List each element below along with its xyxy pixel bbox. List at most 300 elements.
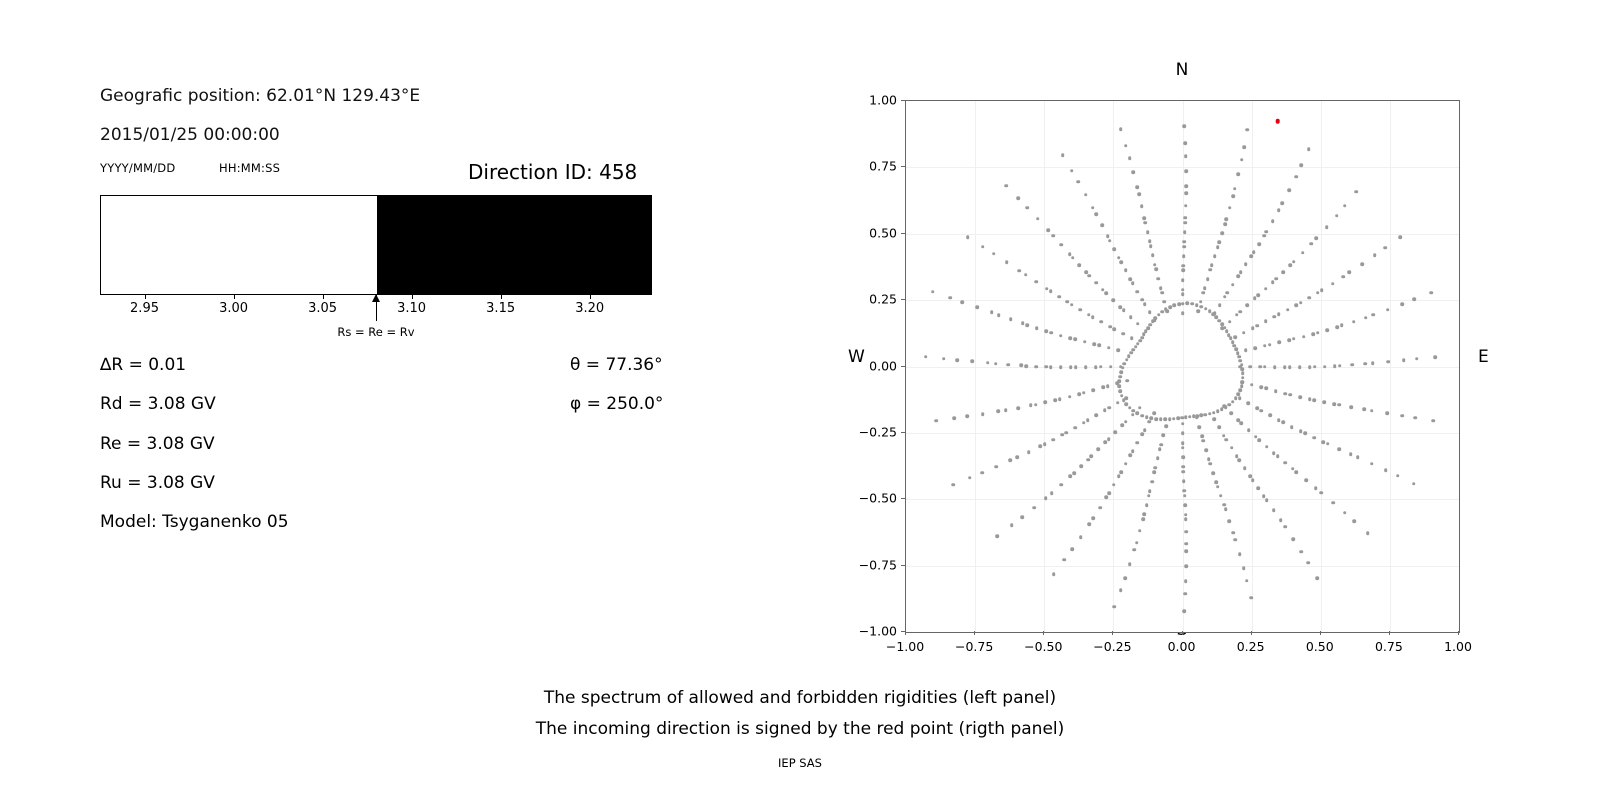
direction-point xyxy=(1184,204,1188,208)
direction-point xyxy=(1386,308,1390,312)
direction-point xyxy=(1019,364,1023,368)
rigidity-spectrum-bar xyxy=(100,195,652,295)
direction-point xyxy=(1181,456,1185,460)
direction-point xyxy=(1068,252,1072,256)
direction-point xyxy=(1086,458,1090,462)
direction-point xyxy=(1143,216,1147,220)
y-tick-label: −1.00 xyxy=(858,623,897,639)
direction-point xyxy=(1107,346,1111,350)
direction-point xyxy=(1400,414,1404,418)
direction-point xyxy=(1196,309,1200,313)
direction-point xyxy=(1251,326,1255,330)
direction-point xyxy=(1268,414,1272,418)
direction-point xyxy=(1183,592,1187,596)
direction-point xyxy=(1225,438,1229,442)
direction-point xyxy=(1282,270,1286,274)
direction-point xyxy=(1213,311,1217,315)
direction-point xyxy=(1092,516,1096,520)
direction-point xyxy=(1400,302,1404,306)
direction-point xyxy=(1032,506,1036,510)
direction-point xyxy=(1216,485,1220,489)
direction-point xyxy=(1130,337,1134,341)
direction-point xyxy=(1009,318,1013,322)
direction-point xyxy=(1140,336,1144,340)
direction-point xyxy=(1202,291,1206,295)
direction-point xyxy=(1385,411,1389,415)
direction-point xyxy=(1092,342,1096,346)
direction-point xyxy=(1281,421,1285,425)
direction-point xyxy=(1244,263,1248,267)
direction-point xyxy=(1260,409,1264,413)
direction-point xyxy=(1070,548,1074,552)
direction-point xyxy=(1101,386,1105,390)
direction-point xyxy=(1398,235,1402,239)
direction-point xyxy=(1320,288,1324,292)
direction-point xyxy=(1172,417,1176,421)
direction-point xyxy=(1228,320,1232,324)
direction-point xyxy=(1321,440,1325,444)
x-tick-label: 0.25 xyxy=(1236,639,1265,654)
direction-point xyxy=(1277,313,1281,317)
direction-point xyxy=(1049,365,1053,369)
direction-point xyxy=(1173,303,1177,307)
direction-point xyxy=(1137,192,1141,196)
direction-point xyxy=(1181,292,1185,296)
x-tick-mark xyxy=(1112,631,1113,635)
direction-point xyxy=(1245,579,1249,583)
direction-point xyxy=(1190,302,1194,306)
direction-point xyxy=(1209,462,1213,466)
x-tick-label: 1.00 xyxy=(1444,639,1472,654)
cutoff-arrow-marker xyxy=(376,295,377,321)
direction-point xyxy=(995,534,999,538)
direction-point xyxy=(1225,218,1229,222)
direction-point xyxy=(1144,330,1148,334)
direction-point xyxy=(1263,365,1267,369)
direction-point xyxy=(1100,320,1104,324)
direction-point xyxy=(1322,400,1326,404)
direction-point xyxy=(1278,341,1282,345)
direction-point xyxy=(1412,482,1416,486)
direction-point xyxy=(1007,363,1011,367)
direction-point xyxy=(1124,402,1128,406)
direction-point xyxy=(1300,163,1304,167)
direction-point xyxy=(1238,365,1242,369)
direction-point xyxy=(1051,234,1055,238)
direction-point xyxy=(1106,384,1110,388)
direction-point xyxy=(1106,235,1110,239)
direction-point xyxy=(1433,355,1437,359)
direction-point xyxy=(994,362,998,366)
y-tick-mark xyxy=(901,299,905,300)
direction-point xyxy=(1145,503,1149,507)
direction-point xyxy=(1265,445,1269,449)
direction-point xyxy=(1104,291,1108,295)
direction-point xyxy=(1231,531,1235,535)
direction-point xyxy=(1160,291,1164,295)
direction-point xyxy=(1181,278,1185,282)
direction-point xyxy=(1117,475,1121,479)
direction-point xyxy=(1240,384,1244,388)
direction-point xyxy=(1119,127,1123,131)
direction-point xyxy=(1231,194,1235,198)
direction-point xyxy=(1242,567,1246,571)
x-tick-label: −0.25 xyxy=(1093,639,1132,654)
grid-line-horizontal xyxy=(906,234,1459,235)
direction-point xyxy=(971,360,975,364)
direction-point xyxy=(1072,471,1076,475)
direction-point xyxy=(1135,185,1139,189)
direction-point xyxy=(1243,466,1247,470)
direction-point xyxy=(975,306,979,310)
direction-point xyxy=(1124,144,1128,148)
direction-point xyxy=(1084,365,1088,369)
direction-point xyxy=(1283,525,1287,529)
direction-point xyxy=(1138,529,1142,533)
caption-line-2: The incoming direction is signed by the red point (rigth panel) xyxy=(535,719,1065,739)
direction-point xyxy=(1111,298,1115,302)
direction-point xyxy=(1280,202,1284,206)
direction-point xyxy=(1125,358,1129,362)
direction-point xyxy=(1119,365,1123,369)
direction-point xyxy=(1258,365,1262,369)
direction-point xyxy=(1246,128,1250,132)
direction-point xyxy=(1149,244,1153,248)
direction-point xyxy=(1264,287,1268,291)
y-tick-label: −0.25 xyxy=(858,424,897,440)
direction-point xyxy=(1097,344,1101,348)
param-model: Model: Tsyganenko 05 xyxy=(100,512,289,532)
direction-point xyxy=(1301,251,1305,255)
direction-point xyxy=(1184,192,1188,196)
direction-point xyxy=(1164,424,1168,428)
grid-line-horizontal xyxy=(906,499,1459,500)
direction-point xyxy=(1228,519,1232,523)
direction-point xyxy=(1153,412,1157,416)
direction-point xyxy=(980,471,984,475)
direction-point xyxy=(1156,277,1160,281)
direction-point xyxy=(1044,401,1048,405)
direction-point xyxy=(1026,206,1030,210)
direction-point xyxy=(1136,441,1140,445)
direction-point xyxy=(1402,358,1406,362)
direction-point xyxy=(1068,395,1072,399)
direction-point xyxy=(1432,419,1436,423)
direction-point xyxy=(924,355,928,359)
direction-point xyxy=(1124,420,1128,424)
x-tick-label: −0.75 xyxy=(954,639,994,654)
direction-point xyxy=(1141,298,1145,302)
direction-point xyxy=(1216,245,1220,249)
direction-point xyxy=(1159,417,1163,421)
direction-point xyxy=(1188,415,1192,419)
direction-point xyxy=(1182,479,1186,483)
direction-point xyxy=(1362,408,1366,412)
direction-point xyxy=(1371,313,1375,317)
direction-point xyxy=(1335,325,1339,329)
direction-point xyxy=(1255,324,1259,328)
direction-point xyxy=(1144,221,1148,225)
direction-point xyxy=(1124,269,1128,273)
direction-point xyxy=(1181,302,1185,306)
direction-point xyxy=(1214,480,1218,484)
direction-point xyxy=(1136,412,1140,416)
direction-point xyxy=(1181,446,1185,450)
direction-point xyxy=(1113,605,1117,609)
direction-point xyxy=(1121,332,1125,336)
spectrum-tick-label: 3.15 xyxy=(486,301,516,316)
direction-point xyxy=(1058,397,1062,401)
x-tick-mark xyxy=(1043,631,1044,635)
direction-point xyxy=(1223,295,1227,299)
direction-point xyxy=(1046,228,1050,232)
direction-point xyxy=(1053,398,1057,402)
direction-point xyxy=(1108,325,1112,329)
direction-point xyxy=(1271,219,1275,223)
direction-point xyxy=(996,410,1000,414)
direction-point xyxy=(1274,389,1278,393)
direction-point xyxy=(1253,297,1257,301)
direction-point xyxy=(1414,416,1418,420)
direction-point xyxy=(1154,268,1158,272)
direction-point xyxy=(1143,513,1147,517)
direction-point xyxy=(1116,401,1120,405)
direction-point xyxy=(1049,331,1053,335)
direction-point xyxy=(1183,230,1187,234)
direction-point xyxy=(1396,474,1400,478)
direction-point xyxy=(1183,494,1187,498)
direction-point xyxy=(1129,454,1133,458)
direction-point xyxy=(1364,316,1368,320)
direction-point xyxy=(1120,394,1124,398)
direction-point xyxy=(1021,322,1025,326)
y-tick-mark xyxy=(901,233,905,234)
direction-scatter-plot xyxy=(905,100,1460,633)
direction-point xyxy=(1097,448,1101,452)
direction-point xyxy=(1182,254,1186,258)
direction-point xyxy=(1238,397,1242,401)
direction-point xyxy=(1034,280,1038,284)
y-tick-label: 0.75 xyxy=(869,158,897,174)
direction-point xyxy=(1057,295,1061,299)
direction-point xyxy=(1090,454,1094,458)
grid-line-horizontal xyxy=(906,367,1459,368)
direction-point xyxy=(1275,277,1279,281)
y-tick-mark xyxy=(901,631,905,632)
direction-point xyxy=(1147,494,1151,498)
direction-point xyxy=(1200,434,1204,438)
direction-point xyxy=(1182,470,1186,474)
direction-point xyxy=(1306,561,1310,565)
direction-point xyxy=(1241,376,1245,380)
direction-point xyxy=(1273,365,1277,369)
direction-point xyxy=(1303,432,1307,436)
direction-point xyxy=(1218,303,1222,307)
direction-point xyxy=(1222,405,1226,409)
direction-point xyxy=(1140,414,1144,418)
direction-point xyxy=(1119,370,1123,374)
direction-point xyxy=(1260,385,1264,389)
direction-point xyxy=(1180,416,1184,420)
grid-line-horizontal xyxy=(906,566,1459,567)
direction-point xyxy=(1027,450,1031,454)
param-ru: Ru = 3.08 GV xyxy=(100,473,215,493)
direction-point xyxy=(1084,193,1088,197)
direction-point xyxy=(1146,326,1150,330)
direction-point xyxy=(1153,466,1157,470)
direction-point xyxy=(1182,124,1186,128)
direction-point xyxy=(1204,413,1208,417)
direction-point xyxy=(1034,403,1038,407)
direction-point xyxy=(1004,409,1008,413)
direction-point xyxy=(1083,340,1087,344)
direction-point xyxy=(1350,363,1354,367)
x-tick-label: −0.50 xyxy=(1024,639,1063,654)
direction-point xyxy=(1272,508,1276,512)
direction-map-panel xyxy=(830,50,1530,654)
direction-point xyxy=(997,313,1001,317)
direction-point xyxy=(1154,417,1158,421)
direction-point xyxy=(1020,516,1024,520)
spectrum-segment-allowed xyxy=(101,196,377,294)
direction-point xyxy=(1298,395,1302,399)
direction-point xyxy=(1143,302,1147,306)
direction-point xyxy=(1045,287,1049,291)
direction-point xyxy=(1043,442,1047,446)
direction-point xyxy=(1128,406,1132,410)
direction-point xyxy=(1363,362,1367,366)
direction-point xyxy=(1183,503,1187,507)
y-tick-mark xyxy=(901,498,905,499)
direction-point xyxy=(1257,438,1261,442)
direction-point xyxy=(1163,300,1167,304)
direction-point xyxy=(1229,411,1233,415)
direction-point xyxy=(1094,365,1098,369)
direction-point xyxy=(1118,305,1122,309)
direction-point xyxy=(1316,331,1320,335)
direction-point xyxy=(1184,564,1188,568)
y-tick-label: −0.50 xyxy=(858,490,897,506)
spectrum-segment-forbidden xyxy=(377,196,652,294)
direction-point xyxy=(1017,406,1021,410)
direction-point xyxy=(1036,217,1040,221)
direction-point xyxy=(1181,269,1185,273)
direction-point xyxy=(1105,495,1109,499)
direction-point xyxy=(1084,270,1088,274)
direction-point xyxy=(981,412,985,416)
direction-point xyxy=(931,290,935,294)
direction-point xyxy=(1148,489,1152,493)
direction-point xyxy=(1140,432,1144,436)
direction-point xyxy=(1184,416,1188,420)
direction-point xyxy=(1264,319,1268,323)
direction-point xyxy=(1239,271,1243,275)
compass-label-east: E xyxy=(1478,347,1489,367)
direction-point xyxy=(1204,448,1208,452)
direction-point xyxy=(942,357,946,361)
direction-point xyxy=(1195,416,1199,420)
direction-point xyxy=(1026,323,1030,327)
direction-point xyxy=(1198,425,1202,429)
direction-point xyxy=(948,296,952,300)
direction-point xyxy=(1184,549,1188,553)
direction-point xyxy=(1384,246,1388,250)
direction-point xyxy=(1119,470,1123,474)
direction-point xyxy=(1290,425,1294,429)
direction-point xyxy=(1213,254,1217,258)
direction-point xyxy=(1107,491,1111,495)
direction-point xyxy=(1349,453,1353,457)
direction-point xyxy=(1247,402,1251,406)
direction-point xyxy=(1094,213,1098,217)
direction-point xyxy=(1241,380,1245,384)
direction-point xyxy=(1323,365,1327,369)
direction-point xyxy=(1304,478,1308,482)
direction-point xyxy=(1207,457,1211,461)
spectrum-tick-label: 3.10 xyxy=(397,301,427,316)
direction-point xyxy=(1295,470,1299,474)
direction-point xyxy=(1263,344,1267,348)
direction-point xyxy=(1098,506,1102,510)
direction-point xyxy=(1087,313,1091,317)
direction-point xyxy=(1129,277,1133,281)
y-tick-label: 0.25 xyxy=(869,291,897,307)
grid-line-horizontal xyxy=(906,167,1459,168)
direction-point xyxy=(1076,180,1080,184)
direction-point xyxy=(1068,475,1072,479)
rigidity-spectrum-panel xyxy=(0,0,700,620)
direction-point xyxy=(1181,422,1185,426)
direction-point xyxy=(1074,365,1078,369)
direction-point xyxy=(1082,421,1086,425)
direction-point xyxy=(1294,303,1298,307)
direction-point xyxy=(1153,319,1157,323)
direction-point xyxy=(1117,256,1121,260)
direction-point xyxy=(1257,486,1261,490)
direction-point xyxy=(1050,491,1054,495)
direction-point xyxy=(1068,336,1072,340)
direction-point xyxy=(1129,351,1133,355)
direction-point xyxy=(1070,169,1074,173)
direction-point xyxy=(1430,291,1434,295)
direction-point xyxy=(1109,365,1113,369)
direction-point xyxy=(1247,428,1251,432)
direction-point xyxy=(1099,365,1103,369)
spectrum-bar-wrap xyxy=(100,195,652,295)
direction-point xyxy=(1331,501,1335,505)
direction-point xyxy=(992,252,996,256)
figure-caption xyxy=(0,683,1600,745)
direction-point xyxy=(1277,418,1281,422)
direction-point xyxy=(1088,274,1092,278)
direction-point xyxy=(1069,365,1073,369)
direction-point xyxy=(1343,204,1347,208)
direction-point xyxy=(1124,396,1128,400)
direction-point xyxy=(990,311,994,315)
direction-point xyxy=(1308,398,1312,402)
direction-point xyxy=(1156,457,1160,461)
x-tick-mark xyxy=(1389,631,1390,635)
direction-point xyxy=(1241,371,1245,375)
direction-point xyxy=(1287,188,1291,192)
direction-point xyxy=(1252,250,1256,254)
direction-point xyxy=(1073,426,1077,430)
direction-point xyxy=(1184,216,1188,220)
direction-point xyxy=(1181,432,1185,436)
direction-point xyxy=(1300,550,1304,554)
direction-point xyxy=(1268,343,1272,347)
direction-point xyxy=(1217,425,1221,429)
